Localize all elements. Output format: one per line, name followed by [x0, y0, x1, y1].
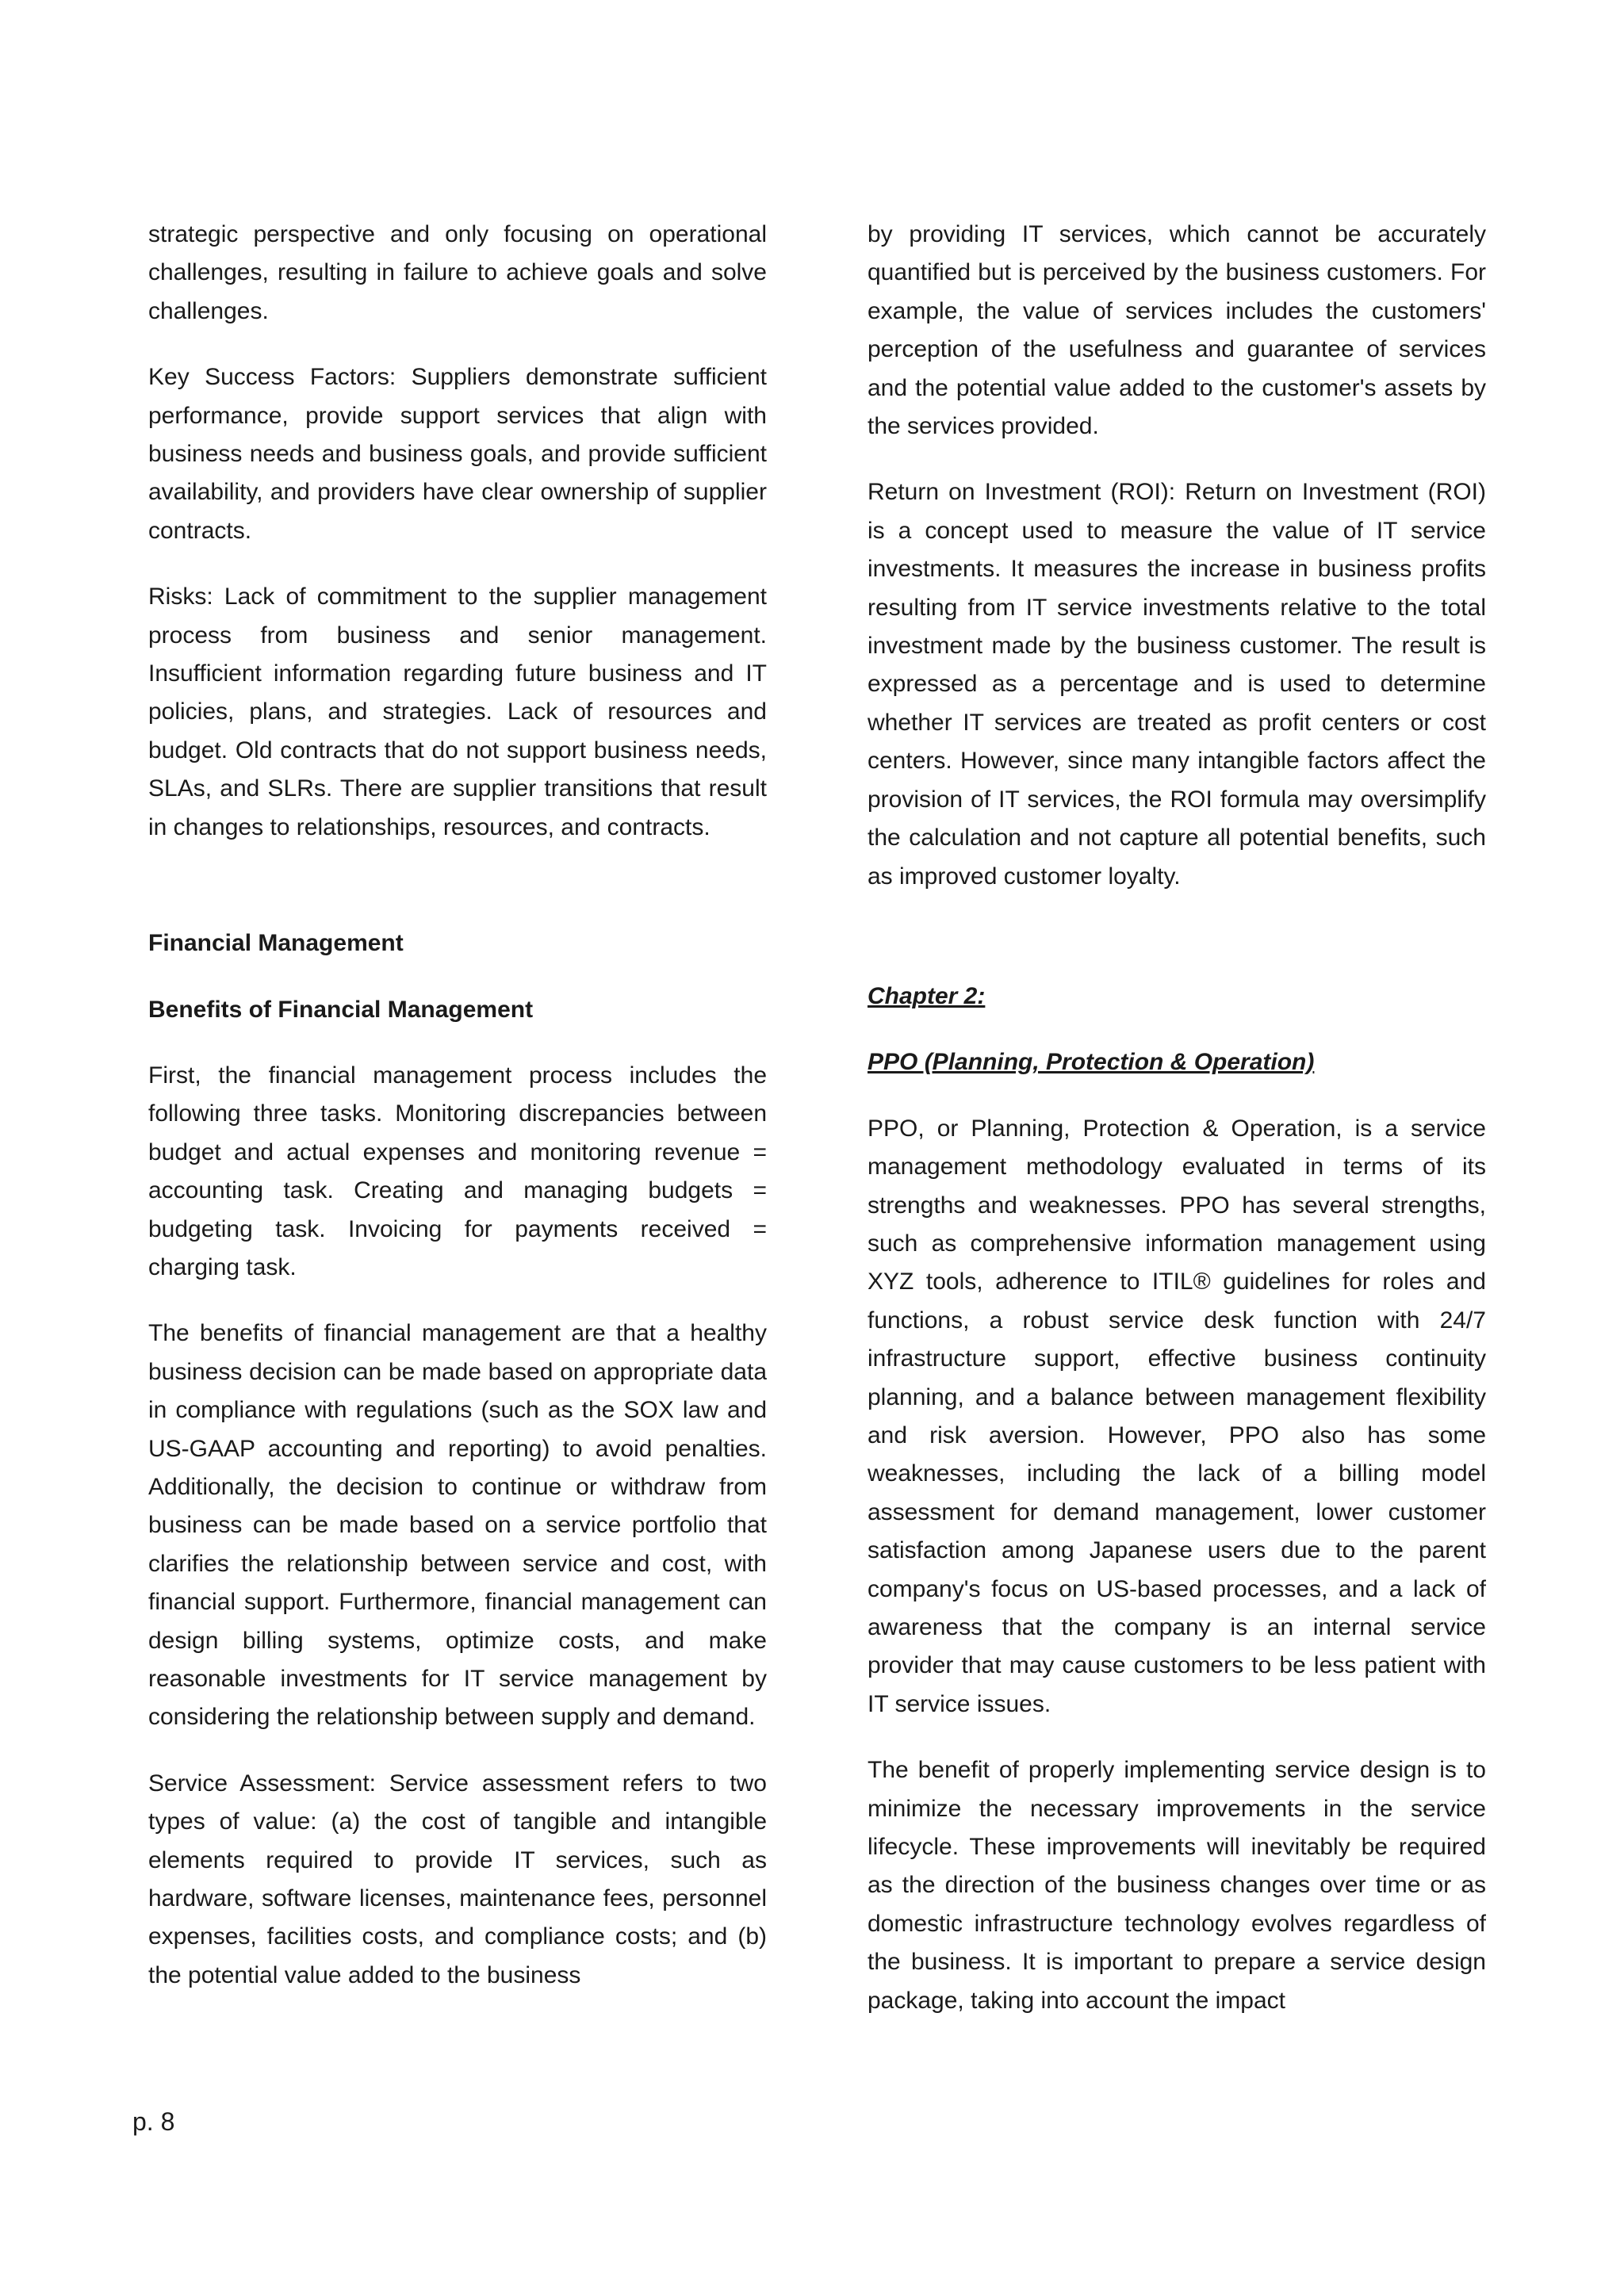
- right-paragraph-service-design: The benefit of properly implementing service design is to minimize the necessary improvements in the service lifecycle. These improvements will inevitably be required as the direction of the business changes over time or as domestic infrastructure technology evolves regardless of the business. It is important to prepare a service design package, taking into account the impact: [868, 1757, 1486, 2014]
- page-number: p. 8: [132, 2107, 175, 2136]
- left-paragraph-financial-tasks: First, the financial management process includes the following three tasks. Monitoring discrepancies between budget and actual expenses and monitoring revenue = accounting task. Creating and managing budgets = budgeting task. Invoicing for payments received = charging task.: [148, 1062, 767, 1280]
- left-paragraph-service-assessment: Service Assessment: Service assessment refers to two types of value: (a) the cost of tangible and intangible elements required to provide IT services, such as hardware, software licenses, maintenance fees, personnel expenses, facilities costs, and compliance costs; and (b) the potential value added to the business: [148, 1770, 767, 1988]
- heading-benefits-of-financial-management: Benefits of Financial Management: [148, 996, 534, 1023]
- left-paragraph-key-success-factors: Key Success Factors: Suppliers demonstrate sufficient performance, provide support services that align with business needs and business goals, and provide sufficient availability, and providers have clear ownership of supplier contracts.: [148, 364, 767, 544]
- heading-chapter-2: Chapter 2:: [868, 982, 986, 1009]
- left-paragraph-strategic: strategic perspective and only focusing on operational challenges, resulting in failure to achieve goals and solve challenges.: [148, 221, 767, 324]
- heading-financial-management: Financial Management: [148, 930, 404, 957]
- right-paragraph-ppo-description: PPO, or Planning, Protection & Operation, is a service management methodology evaluated in terms of its strengths and weaknesses. PPO has several strengths, such as comprehensive information management using XYZ tools, adherence to ITIL® guidelines for roles and functions, a robust service desk function with 24/7 infrastructure support, effective business continuity planning, and a balance between management flexibility and risk aversion. However, PPO also has some weaknesses, including the lack of a billing model assessment for demand management, lower customer satisfaction among Japanese users due to the parent company's focus on US-based processes, and a lack of awareness that the company is an internal service provider that may cause customers to be less patient with IT service issues.: [868, 1115, 1486, 1717]
- left-paragraph-risks: Risks: Lack of commitment to the supplier management process from business and senior management. Insufficient information regarding future business and IT policies, plans, and strategies. Lack of resources and budget. Old contracts that do not support business needs, SLAs, and SLRs. There are supplier transitions that result in changes to relationships, resources, and contracts.: [148, 584, 767, 840]
- heading-ppo: PPO (Planning, Protection & Operation): [868, 1049, 1315, 1076]
- right-column: [868, 216, 1486, 2048]
- left-paragraph-financial-benefits: The benefits of financial management are that a healthy business decision can be made based on appropriate data in compliance with regulations (such as the SOX law and US-GAAP accounting and reporting) to avoid penalties. Additionally, the decision to continue or withdraw from business can be made based on a service portfolio that clarifies the relationship between service and cost, with financial support. Furthermore, financial management can design billing systems, optimize costs, and make reasonable investments for IT service management by considering the relationship between supply and demand.: [148, 1320, 767, 1731]
- right-paragraph-service-value: by providing IT services, which cannot be accurately quantified but is perceived by the business customers. For example, the value of services includes the customers' perception of the usefulness and guarantee of services and the potential value added to the customer's assets by the services provided.: [868, 221, 1486, 440]
- left-column: [148, 216, 767, 2022]
- right-paragraph-roi: Return on Investment (ROI): Return on Investment (ROI) is a concept used to measure the value of IT service investments. It measures the increase in business profits resulting from IT service investments relative to the total investment made by the business customer. The result is expressed as a percentage and is used to determine whether IT services are treated as profit centers or cost centers. However, since many intangible factors affect the provision of IT services, the ROI formula may oversimplify the calculation and not capture all potential benefits, such as improved customer loyalty.: [868, 479, 1486, 890]
